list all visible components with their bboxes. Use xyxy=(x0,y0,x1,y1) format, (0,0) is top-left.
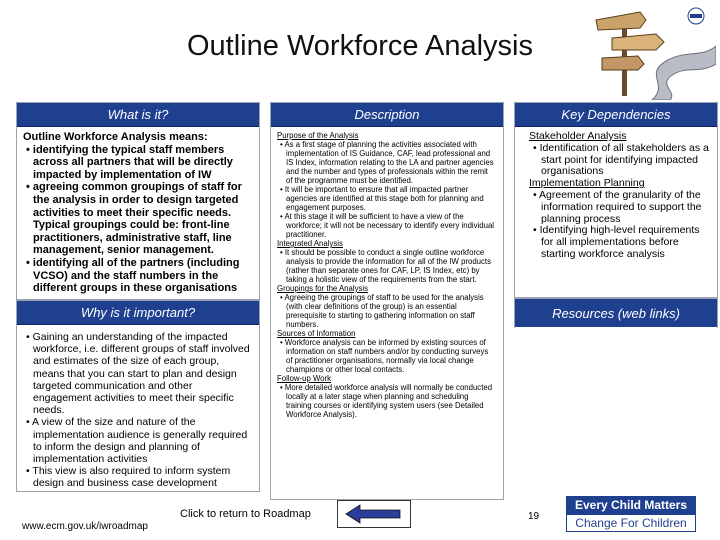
page-title: Outline Workforce Analysis xyxy=(187,30,533,62)
list-item: • Workforce analysis can be informed by existing sources of information on staff numbers and/or by conducting surveys of practitioner organisations, normally via local change champions or other local contacts. xyxy=(280,338,489,374)
list-item: • identifying all of the partners (including VCSO) and the staff numbers in the different groups in these organisations xyxy=(26,256,240,295)
description-section xyxy=(277,131,495,239)
list-item: • Gaining an understanding of the impacted workforce, i.e. different groups of staff involved and estimates of the size of each group, means that you can start to plan and design targeted communication and other engagement activities to meet their specific needs. xyxy=(26,331,250,417)
description-section xyxy=(277,284,495,329)
description-heading: Description xyxy=(271,103,503,127)
footer-url: www.ecm.gov.uk/iwroadmap xyxy=(22,521,148,532)
resources-heading[interactable]: Resources (web links) xyxy=(515,299,717,327)
list-item: • As a first stage of planning the activities associated with implementation of IS Guidance, CAF, lead professional and IS Index, information relating to the LA and partner agencies and the number and types of professionals within the remit of the programme must be identified. xyxy=(280,140,494,185)
page-number: 19 xyxy=(528,511,540,522)
why-list xyxy=(23,329,251,490)
list-item: • Agreement of the granularity of the information required to support the planning process xyxy=(533,188,702,225)
list-item: • A view of the size and nature of the implementation audience is generally required to inform the design and planning of implementation activities xyxy=(26,416,248,466)
return-to-roadmap-link[interactable]: Click to return to Roadmap xyxy=(180,508,311,520)
logo-line-2: Change For Children xyxy=(566,514,696,532)
description-section-heading: Sources of Information xyxy=(277,329,356,338)
list-item: • identifying the typical staff members across all partners that will be directly impacted by implementation of IW xyxy=(26,143,233,181)
list-item: • Agreeing the groupings of staff to be used for the analysis (with clear definitions of the group) is an essential prerequisite to starting to gathering information on staff numbers. xyxy=(280,293,484,329)
description-section xyxy=(277,239,495,284)
what-intro-text: Outline Workforce Analysis means: xyxy=(23,131,208,143)
description-section xyxy=(277,329,495,374)
why-important-heading: Why is it important? xyxy=(17,301,259,325)
resources-panel xyxy=(514,298,718,328)
key-dependencies-panel xyxy=(514,102,718,298)
dependency-section-heading: Implementation Planning xyxy=(529,177,645,190)
key-dependencies-heading: Key Dependencies xyxy=(515,103,717,127)
list-item: • Identifying high-level requirements for all implementations before starting workforce analysis xyxy=(533,224,700,260)
description-section xyxy=(277,374,495,419)
list-item: • More detailed workforce analysis will normally be conducted locally at a later stage when planning and scheduling training courses or identifying system users (see Detailed Workforce Analysis). xyxy=(280,383,493,419)
description-panel xyxy=(270,102,504,500)
logo-line-1: Every Child Matters xyxy=(566,496,696,514)
list-item: • This view is also required to inform system design and business case development xyxy=(26,465,231,490)
what-is-it-heading: What is it? xyxy=(17,103,259,127)
list-item: • At this stage it will be sufficient to have a view of the workforce; it will not be necessary to identify every individual practitioner. xyxy=(280,212,495,239)
list-item: • agreeing common groupings of staff for the analysis in order to design targeted activities to meet their specific needs. Typical groupings could be: front-line practitioners, administrative staff, line management, senior management. xyxy=(26,181,242,257)
description-section-heading: Groupings for the Analysis xyxy=(277,284,369,293)
why-important-panel xyxy=(16,300,260,492)
arrow-left-icon xyxy=(344,503,404,525)
list-item: • It will be important to ensure that all impacted partner agencies are identified at this stage both for planning and engagement purposes. xyxy=(280,185,484,212)
signpost-road-illustration xyxy=(582,4,716,100)
what-list xyxy=(23,144,251,295)
list-item: • Identification of all stakeholders as a start point for identifying impacted organisations xyxy=(533,141,709,178)
description-section-heading: Purpose of the Analysis xyxy=(277,131,359,140)
dependency-section-heading: Stakeholder Analysis xyxy=(529,130,627,142)
what-is-it-panel xyxy=(16,102,260,300)
every-child-matters-logo xyxy=(566,496,696,532)
return-to-roadmap-button[interactable] xyxy=(337,500,411,528)
description-section-heading: Follow-up Work xyxy=(277,374,332,383)
list-item: • It should be possible to conduct a single outline workforce analysis to provide the information for all of the IW products (rather than separate ones for CAF, LP, IS Index, etc) by taking a holistic view of the requirements from the start. xyxy=(280,248,491,284)
description-section-heading: Integrated Analysis xyxy=(277,239,343,248)
